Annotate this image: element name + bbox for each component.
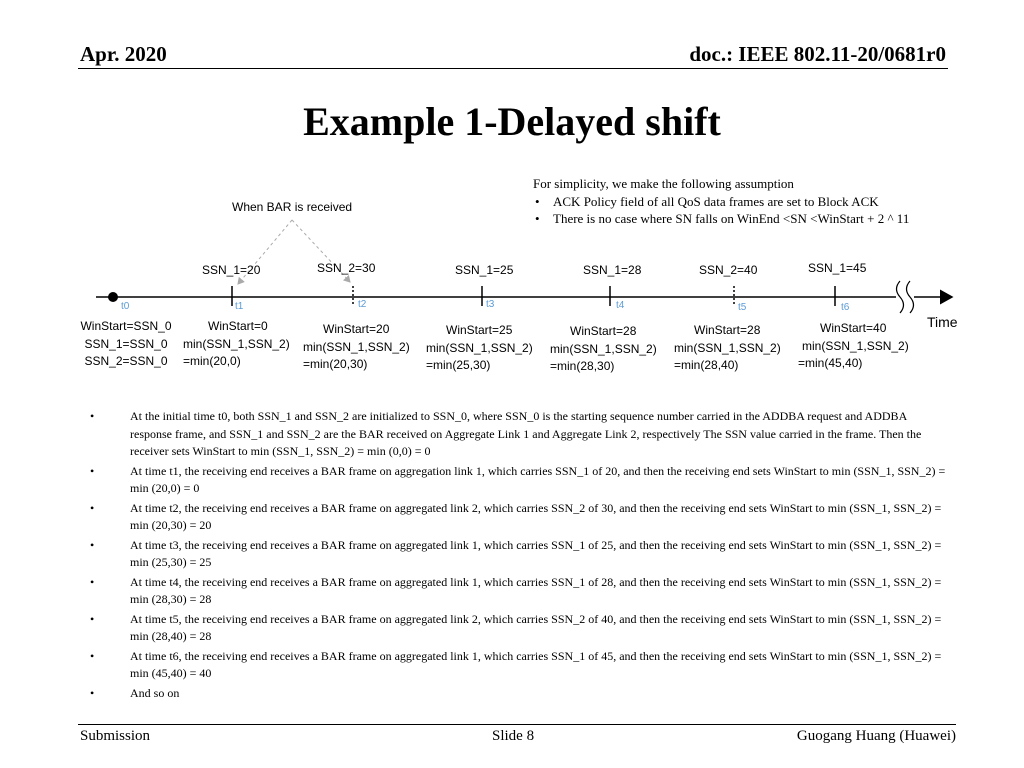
ssn-label-t1: SSN_1=20	[202, 263, 261, 277]
axis-break-gap	[896, 280, 914, 314]
winstart-line: min(SSN_1,SSN_2)	[550, 341, 657, 356]
winstart-block-t3	[426, 322, 533, 375]
ssn-label-t3: SSN_1=25	[455, 263, 514, 277]
winstart-line: WinStart=28	[694, 323, 761, 337]
winstart-line: SSN_2=SSN_0	[84, 354, 168, 368]
winstart-line: =min(28,30)	[550, 359, 615, 373]
tick-label-t1: t1	[235, 301, 244, 312]
tick-label-t0: t0	[121, 301, 130, 312]
ssn-label-t6: SSN_1=45	[808, 261, 867, 275]
winstart-line: =min(25,30)	[426, 358, 491, 372]
footer-slide-number: Slide 8	[492, 728, 535, 744]
assumption-item: • ACK Policy field of all QoS data frames are set to Block ACK	[533, 193, 909, 211]
header-date: Apr. 2020	[80, 42, 167, 66]
explanation-item-t1: • At time t1, the receiving end receives a BAR frame on aggregation link 1, which carries SSN_1 of 20, and then the receiving end sets WinStart to min (SSN_1, SSN_2) = min (20,0) = 0	[88, 463, 948, 498]
winstart-line: min(SSN_1,SSN_2)	[802, 338, 909, 353]
explanation-item-t0: • At the initial time t0, both SSN_1 and SSN_2 are initialized to SSN_0, where SSN_0 is the starting sequence number carried in the ADDBA request and ADDBA response frame, and SSN_1 and SSN_2 are the BAR received on Aggregate Link 1 and Aggregate Link 2, respectively The SSN value carried in the frame. Then the receiver sets WinStart to min (SSN_1, SSN_2) = min (0,0) = 0	[88, 408, 948, 461]
footer-rule	[78, 724, 956, 725]
explanation-list	[88, 408, 948, 702]
tick-label-t2: t2	[358, 299, 367, 310]
winstart-line: WinStart=20	[323, 322, 390, 336]
tick-label-t4: t4	[616, 300, 625, 311]
winstart-line: =min(20,30)	[303, 357, 368, 371]
time-axis-label: Time	[927, 314, 958, 330]
slide-title: Example 1-Delayed shift	[303, 99, 721, 144]
t0-marker	[108, 292, 118, 302]
winstart-line: WinStart=28	[570, 324, 637, 338]
explanation-item-t5: • At time t5, the receiving end receives a BAR frame on aggregated link 2, which carries SSN_2 of 40, and then the receiving end sets WinStart to min (SSN_1, SSN_2) = min (28,40) = 28	[88, 611, 948, 646]
footer-author: Guogang Huang (Huawei)	[796, 728, 956, 744]
explanation-item-t2: • At time t2, the receiving end receives a BAR frame on aggregated link 2, which carries SSN_2 of 30, and then the receiving end sets WinStart to min (SSN_1, SSN_2) = min (20,30) = 20	[88, 500, 948, 535]
winstart-line: min(SSN_1,SSN_2)	[674, 340, 781, 355]
ssn-label-t4: SSN_1=28	[583, 263, 642, 277]
winstart-line: min(SSN_1,SSN_2)	[303, 339, 410, 354]
winstart-block-t6	[798, 320, 909, 373]
explanation-item-t4: • At time t4, the receiving end receives a BAR frame on aggregated link 1, which carries SSN_1 of 28, and then the receiving end sets WinStart to min (SSN_1, SSN_2) = min (28,30) = 28	[88, 574, 948, 609]
winstart-block-t0	[76, 318, 176, 371]
header-doc-id: doc.: IEEE 802.11-20/0681r0	[689, 42, 946, 66]
winstart-block-t2	[303, 321, 410, 374]
explanation-item-t6: • At time t6, the receiving end receives a BAR frame on aggregated link 1, which carries SSN_1 of 45, and then the receiving end sets WinStart to min (SSN_1, SSN_2) = min (45,40) = 40	[88, 648, 948, 683]
ssn-label-t5: SSN_2=40	[699, 263, 758, 277]
winstart-line: =min(20,0)	[183, 354, 241, 368]
tick-label-t3: t3	[486, 299, 495, 310]
bar-received-note: When BAR is received	[232, 200, 353, 214]
winstart-line: WinStart=SSN_0	[80, 319, 172, 333]
winstart-line: WinStart=40	[820, 321, 887, 335]
winstart-line: =min(45,40)	[798, 356, 863, 370]
winstart-line: SSN_1=SSN_0	[84, 336, 168, 351]
explanation-item-more: • And so on	[88, 685, 948, 703]
winstart-line: WinStart=25	[446, 323, 513, 337]
winstart-line: WinStart=0	[208, 319, 268, 333]
assumption-item: • There is no case where SN falls on WinEnd <SN <WinStart + 2 ^ 11	[533, 210, 909, 228]
footer-submission: Submission	[80, 728, 151, 744]
assumption-intro: For simplicity, we make the following assumption	[533, 176, 794, 191]
tick-label-t5: t5	[738, 302, 747, 313]
tick-label-t6: t6	[841, 302, 850, 313]
winstart-line: =min(28,40)	[674, 358, 739, 372]
explanation-bullets	[88, 408, 948, 704]
winstart-line: min(SSN_1,SSN_2)	[183, 336, 290, 351]
winstart-block-t4	[550, 323, 657, 376]
explanation-item-t3: • At time t3, the receiving end receives a BAR frame on aggregated link 1, which carries SSN_1 of 25, and then the receiving end sets WinStart to min (SSN_1, SSN_2) = min (25,30) = 25	[88, 537, 948, 572]
winstart-block-t5	[674, 322, 781, 375]
winstart-line: min(SSN_1,SSN_2)	[426, 340, 533, 355]
winstart-block-t1	[183, 318, 290, 371]
ssn-label-t2: SSN_2=30	[317, 261, 376, 275]
